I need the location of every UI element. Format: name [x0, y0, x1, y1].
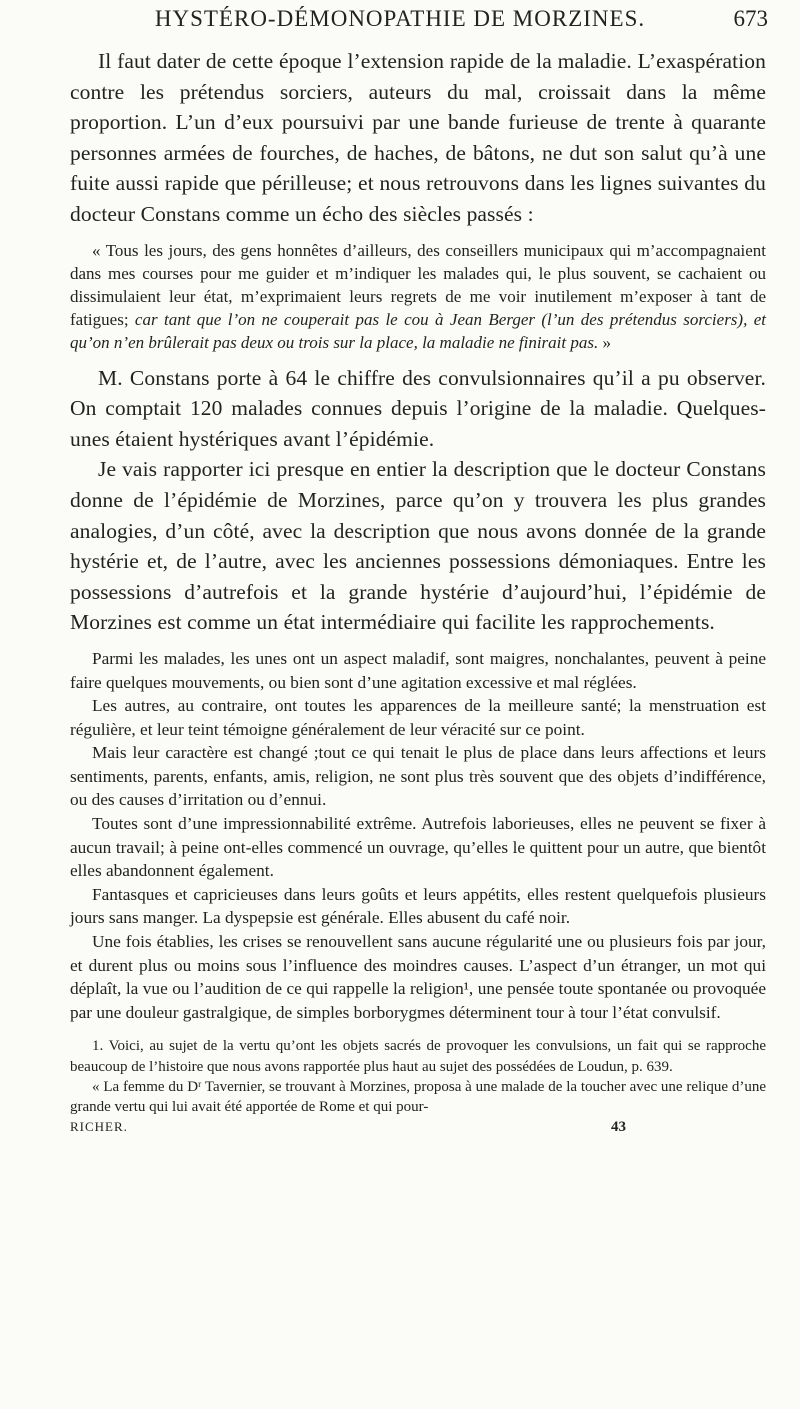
footnotes: [70, 1036, 766, 1137]
paragraph: Parmi les malades, les unes ont un aspect maladif, sont maigres, nonchalantes, peuvent à peine faire quelques mouvements, ou bien sont d’une agitation excessive et mal réglées.: [70, 648, 766, 692]
sheet-number: 43: [611, 1119, 626, 1136]
cited-description: [70, 647, 766, 1025]
page-number: 673: [733, 6, 768, 31]
footnote: « La femme du Dʳ Tavernier, se trouvant à Morzines, proposa à une malade de la toucher avec une relique d’une grande vertu qui lui avait été apportée de Rome et qui pour-: [70, 1078, 766, 1116]
paragraph: Toutes sont d’une impressionnabilité extrême. Autrefois laborieuses, elles ne peuvent se fixer à aucun travail; à peine ont-elles commencé un ouvrage, qu’elles le quittent pour un autre, que bientôt elles abandonnent également.: [70, 814, 766, 881]
paragraph: Les autres, au contraire, ont toutes les apparences de la meilleure santé; la menstruation est régulière, et leur teint témoigne généralement de leur véracité sur ce point.: [70, 696, 766, 739]
quote-paragraph: [70, 239, 766, 354]
page-body: [70, 46, 766, 1137]
paragraph: Une fois établies, les crises se renouvellent sans aucune régularité une ou plusieurs fois par jour, et durent plus ou moins sous l’influence des moindres causes. L’aspect d’un étranger, un mot qui déplaît, la vue ou l’audition de ce qui rappelle la religion¹, une pensée toute spontanée ou provoquée par une douleur gastralgique, de simples borborygmes déterminent tour à tour l’état convulsif.: [70, 932, 766, 1022]
paragraph: Fantasques et capricieuses dans leurs goûts et leurs appétits, elles restent quelquefois plusieurs jours sans manger. La dyspepsie est générale. Elles abusent du café noir.: [70, 884, 766, 928]
paragraph: Je vais rapporter ici presque en entier la description que le docteur Constans donne de l’épidémie de Morzines, parce qu’on y trouvera les plus grandes analogies, d’un côté, avec la description que nous avons donnée de la grande hystérie et, de l’autre, avec les anciennes possessions démoniaques. Entre les possessions d’autrefois et la grande hystérie d’aujourd’hui, l’épidémie de Morzines est comme un état intermédiaire qui facilite les rapprochements.: [70, 457, 766, 635]
paragraph: Mais leur caractère est changé ;tout ce qui tenait le plus de place dans leurs affections et leurs sentiments, parents, enfants, amis, religion, ne sont plus très souvent que des objets d’indifférence, ou des causes d’irritation ou d’ennui.: [70, 743, 766, 810]
block-quote: [70, 239, 766, 354]
paragraph: M. Constans porte à 64 le chiffre des convulsionnaires qu’il a pu observer. On comptait 120 malades connues depuis l’origine de la maladie. Quelques-unes étaient hystériques avant l’épidémie.: [70, 365, 766, 451]
quote-text: « Tous les jours, des gens honnêtes d’ailleurs, des conseillers municipaux qui m’accompagnaient dans mes courses pour me guider et m’indiquer les malades qui, le plus souvent, se cachaient ou dissimulaient leur état, m’exprimaient leurs regrets de me voir inutilement m’exposer à tant de fatigues;: [70, 240, 766, 329]
quote-italic-text: car tant que l’on ne couperait pas le cou à Jean Berger: [134, 309, 535, 329]
main-text: [70, 46, 766, 230]
signature-mark: RICHER.: [70, 1119, 128, 1135]
paragraph: Il faut dater de cette époque l’extension rapide de la maladie. L’exaspération contre les prétendus sorciers, auteurs du mal, croissait dans la même proportion. L’un d’eux poursuivi par une bande furieuse de trente à quarante personnes armées de fourches, de haches, de bâtons, ne dut son salut qu’à une fuite aussi rapide que périlleuse; et nous retrouvons dans les lignes suivantes du docteur Constans comme un écho des siècles passés :: [70, 49, 766, 226]
quote-italic-text: (l’un des prétendus sorciers), et qu’on n’en brûlerait pas deux ou trois sur la place, la maladie ne finirait pas.: [70, 309, 766, 352]
main-text: [70, 363, 766, 638]
running-header: [0, 0, 800, 42]
running-title: HYSTÉRO-DÉMONOPATHIE DE MORZINES.: [154, 6, 646, 31]
quote-close: »: [598, 332, 611, 352]
page-footer: [70, 1117, 766, 1137]
footnote: 1. Voici, au sujet de la vertu qu’ont les objets sacrés de provoquer les convulsions, un fait qui se rapproche beaucoup de l’histoire que nous avons rapportée plus haut au sujet des possédées de Loudun, p. 639.: [70, 1038, 766, 1075]
